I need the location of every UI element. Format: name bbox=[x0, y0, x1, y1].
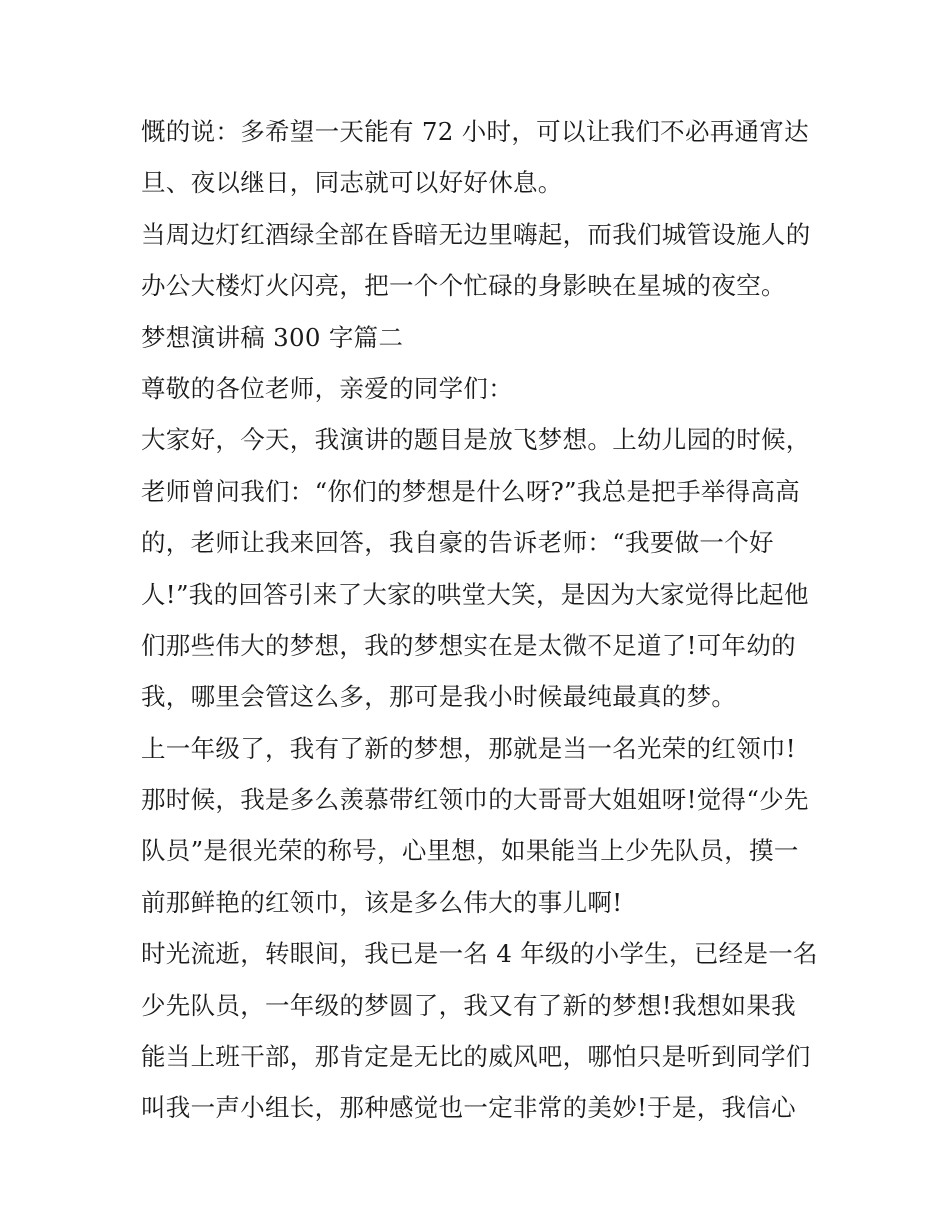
text-line: 少先队员，一年级的梦圆了，我又有了新的梦想!我想如果我 bbox=[141, 990, 796, 1020]
text-line: 那时候，我是多么羡慕带红领巾的大哥哥大姐姐呀!觉得“少先 bbox=[141, 785, 809, 815]
text-line: 前那鲜艳的红领巾，该是多么伟大的事儿啊! bbox=[141, 887, 623, 917]
text-line: 上一年级了，我有了新的梦想，那就是当一名光荣的红领巾! bbox=[141, 733, 796, 763]
text-line: 我，哪里会管这么多，那可是我小时候最纯最真的梦。 bbox=[141, 682, 737, 712]
text-line: 慨的说：多希望一天能有 72 小时，可以让我们不必再通宵达 bbox=[141, 117, 809, 146]
text-line: 办公大楼灯火闪亮，把一个个忙碌的身影映在星城的夜空。 bbox=[141, 271, 786, 301]
section-heading: 梦想演讲稿 300 字篇二 bbox=[141, 322, 404, 352]
document-body bbox=[141, 106, 821, 1134]
salutation: 尊敬的各位老师，亲爱的同学们： bbox=[141, 373, 513, 403]
text-line: 老师曾问我们：“你们的梦想是什么呀?”我总是把手举得高高 bbox=[141, 476, 801, 506]
text-line: 能当上班干部，那肯定是无比的威风吧，哪怕只是听到同学们 bbox=[141, 1042, 811, 1072]
text-line: 的，老师让我来回答，我自豪的告诉老师：“我要做一个好 bbox=[141, 528, 774, 558]
text-line: 时光流逝，转眼间，我已是一名 4 年级的小学生，已经是一名 bbox=[141, 939, 818, 969]
text-line: 大家好，今天，我演讲的题目是放飞梦想。上幼儿园的时候， bbox=[141, 425, 811, 455]
text-line: 队员”是很光荣的称号，心里想，如果能当上少先队员，摸一 bbox=[141, 836, 799, 866]
text-line: 旦、夜以继日，同志就可以好好休息。 bbox=[141, 168, 563, 198]
text-line: 叫我一声小组长，那种感觉也一定非常的美妙!于是，我信心 bbox=[141, 1093, 796, 1123]
text-line: 当周边灯红酒绿全部在昏暗无边里嗨起，而我们城管设施人的 bbox=[141, 219, 811, 249]
text-line: 人!”我的回答引来了大家的哄堂大笑，是因为大家觉得比起他 bbox=[141, 579, 809, 609]
text-line: 们那些伟大的梦想，我的梦想实在是太微不足道了!可年幼的 bbox=[141, 630, 796, 660]
